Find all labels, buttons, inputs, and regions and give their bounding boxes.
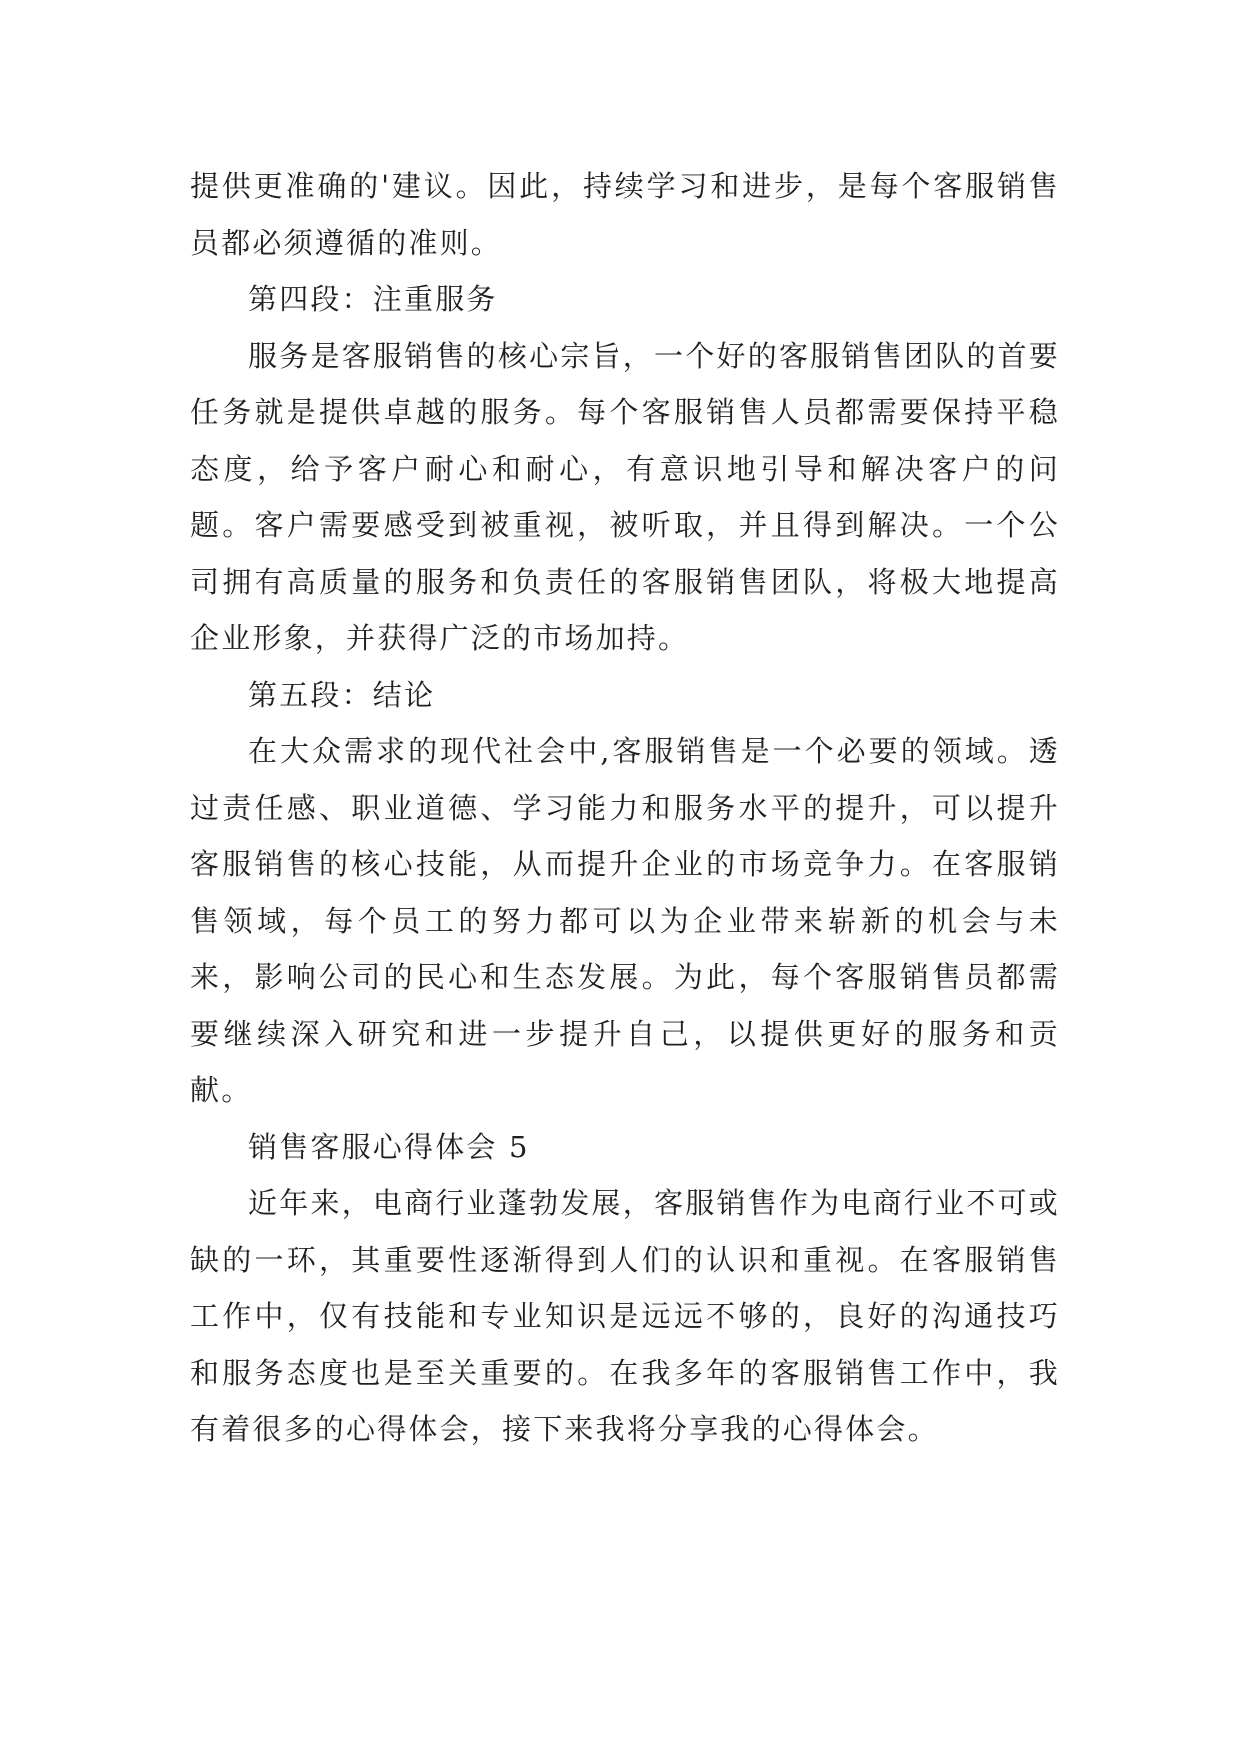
- document-page: [190, 158, 1060, 1458]
- section-heading-4: 第四段：注重服务: [248, 282, 498, 316]
- paragraph-service: 服务是客服销售的核心宗旨，一个好的客服销售团队的首要任务就是提供卓越的服务。每个客服销售人员都需要保持平稳态度，给予客户耐心和耐心，有意识地引导和解决客户的问题。客户需要感受到被重视，被听取，并且得到解决。一个公司拥有高质量的服务和负责任的客服销售团队，将极大地提高企业形象，并获得广泛的市场加持。: [190, 338, 1060, 655]
- paragraph-intro: 近年来，电商行业蓬勃发展，客服销售作为电商行业不可或缺的一环，其重要性逐渐得到人们的认识和重视。在客服销售工作中，仅有技能和专业知识是远远不够的，良好的沟通技巧和服务态度也是至关重要的。在我多年的客服销售工作中，我有着很多的心得体会，接下来我将分享我的心得体会。: [190, 1186, 1060, 1446]
- paragraph-continuation: 提供更准确的'建议。因此，持续学习和进步，是每个客服销售员都必须遵循的准则。: [190, 169, 1060, 260]
- article-title-5: 销售客服心得体会 5: [248, 1129, 530, 1164]
- paragraph-conclusion: 在大众需求的现代社会中,客服销售是一个必要的领域。透过责任感、职业道德、学习能力和服务水平的提升，可以提升客服销售的核心技能，从而提升企业的市场竞争力。在客服销售领域，每个员工的努力都可以为企业带来崭新的机会与未来，影响公司的民心和生态发展。为此，每个客服销售员都需要继续深入研究和进一步提升自己，以提供更好的服务和贡献。: [190, 734, 1060, 1107]
- section-heading-5: 第五段：结论: [248, 677, 436, 712]
